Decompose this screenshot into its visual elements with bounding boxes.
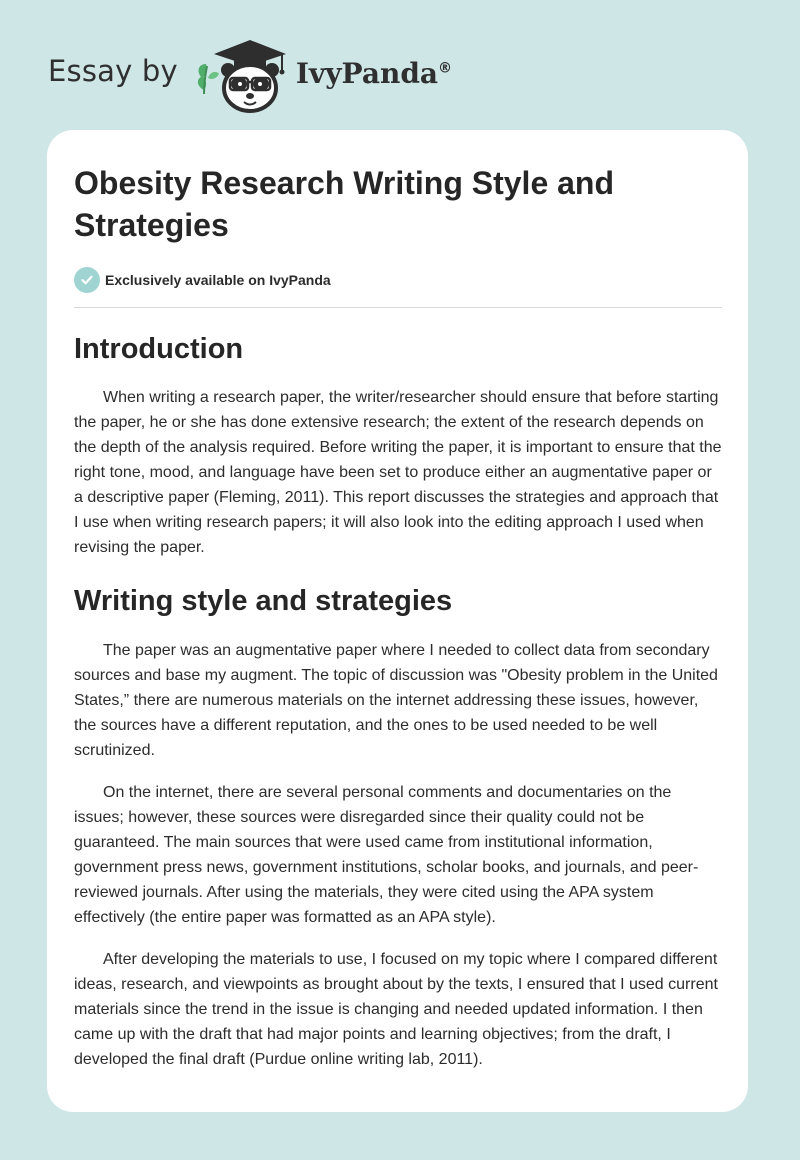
check-circle-icon	[74, 267, 100, 293]
brand-name: IvyPanda®	[295, 56, 453, 90]
site-header	[48, 34, 452, 114]
essay-title: Obesity Research Writing Style and Strategies	[74, 165, 615, 243]
exclusive-badge	[74, 266, 722, 294]
paragraph: On the internet, there are several personal comments and documentaries on the issues; however, these sources were disregarded since their quality could not be guaranteed. The main sources that were used came from institutional information, government press news, government institutions, scholar books, and journals, and peer-reviewed journals. After using the materials, they were cited using the APA system effectively (the entire paper was formatted as an APA style).	[74, 784, 699, 926]
essay-card	[47, 130, 748, 1112]
paragraph: When writing a research paper, the writer/researcher should ensure that before starting the paper, he or she has done extensive research; the extent of the research depends on the depth of the analysis required. Before writing the paper, it is important to ensure that the right tone, mood, and language have been set to produce either an augmentative paper or a descriptive paper (Fleming, 2011). This report discusses the strategies and approach that I use when writing research papers; it will also look into the editing approach I used when revising the paper.	[74, 389, 722, 556]
section-writing-style	[74, 583, 722, 1072]
registered-mark: ®	[438, 60, 453, 77]
panda-graduate-logo-icon	[194, 34, 290, 114]
exclusive-badge-label: Exclusively available on IvyPanda	[105, 272, 331, 288]
paragraph: The paper was an augmentative paper where I needed to collect data from secondary sources and base my augment. The topic of discussion was "Obesity problem in the United States,” there are numerous materials on the internet addressing these issues, however, the sources have a different reputation, and the ones to be used needed to be well scrutinized.	[74, 642, 718, 759]
section-heading-writing-style: Writing style and strategies	[74, 585, 453, 617]
divider	[74, 307, 722, 308]
section-heading-introduction: Introduction	[74, 333, 244, 365]
section-introduction	[74, 331, 722, 560]
paragraph: After developing the materials to use, I focused on my topic where I compared different ideas, research, and viewpoints as brought about by the texts, I ensured that I used current materials since the trend in the issue is changing and needed updated information. I then came up with the draft that had major points and learning objectives; from the draft, I developed the final draft (Purdue online writing lab, 2011).	[74, 951, 718, 1068]
essay-by-label: Essay by	[48, 54, 178, 88]
